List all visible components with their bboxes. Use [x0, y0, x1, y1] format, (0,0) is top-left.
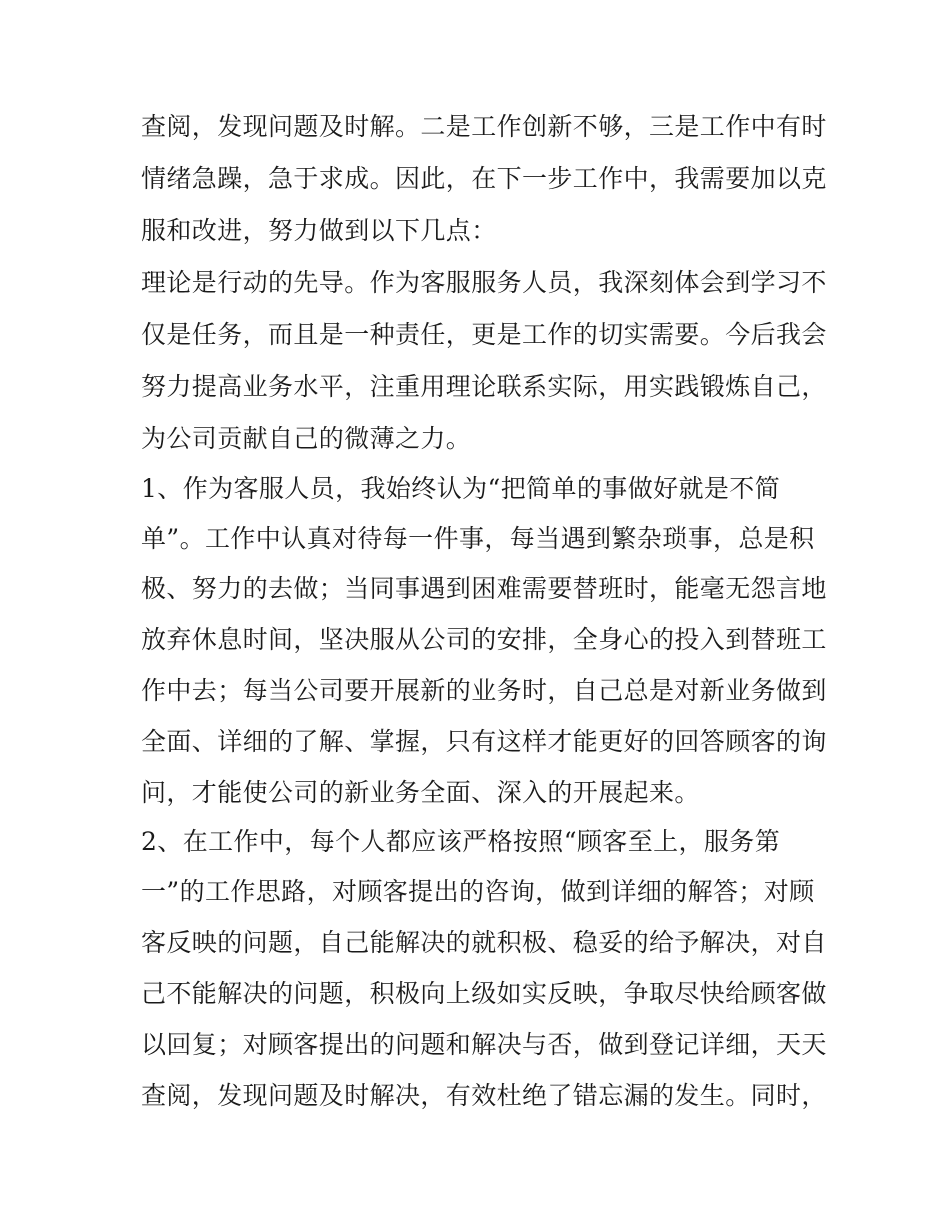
- text-line: 全面、详细的了解、掌握，只有这样才能更好的回答顾客的询: [141, 727, 827, 756]
- text-line: 以回复；对顾客提出的问题和解决与否，做到登记详细，天天: [141, 1030, 827, 1059]
- text-line: 作中去；每当公司要开展新的业务时，自己总是对新业务做到: [141, 676, 827, 705]
- text-line: 为公司贡献自己的微薄之力。: [141, 424, 472, 453]
- text-line: 问，才能使公司的新业务全面、深入的开展起来。: [141, 778, 700, 807]
- text-line: 2、在工作中，每个人都应该严格按照“顾客至上，服务第: [141, 827, 781, 856]
- text-line: 客反映的问题，自己能解决的就积极、稳妥的给予解决，对自: [141, 928, 827, 957]
- text-line: 极、努力的去做；当同事遇到困难需要替班时，能毫无怨言地: [141, 574, 827, 603]
- text-line: 己不能解决的问题，积极向上级如实反映，争取尽快给顾客做: [141, 979, 827, 1008]
- text-line: 理论是行动的先导。作为客服服务人员，我深刻体会到学习不: [141, 268, 827, 297]
- text-line: 仅是任务，而且是一种责任，更是工作的切实需要。今后我会: [141, 320, 827, 349]
- text-line: 情绪急躁，急于求成。因此，在下一步工作中，我需要加以克: [141, 164, 827, 193]
- text-line: 查阅，发现问题及时解决，有效杜绝了错忘漏的发生。同时，: [141, 1081, 827, 1110]
- text-line: 1、作为客服人员，我始终认为“把简单的事做好就是不简: [141, 474, 781, 503]
- text-line: 查阅，发现问题及时解。二是工作创新不够，三是工作中有时: [141, 112, 827, 141]
- text-line: 放弃休息时间，坚决服从公司的安排，全身心的投入到替班工: [141, 625, 827, 654]
- text-line: 努力提高业务水平，注重用理论联系实际，用实践锻炼自己，: [141, 372, 827, 401]
- text-line: 单”。工作中认真对待每一件事，每当遇到繁杂琐事，总是积: [141, 524, 815, 553]
- text-line: 一”的工作思路，对顾客提出的咨询，做到详细的解答；对顾: [141, 877, 815, 906]
- text-line: 服和改进，努力做到以下几点：: [141, 216, 497, 245]
